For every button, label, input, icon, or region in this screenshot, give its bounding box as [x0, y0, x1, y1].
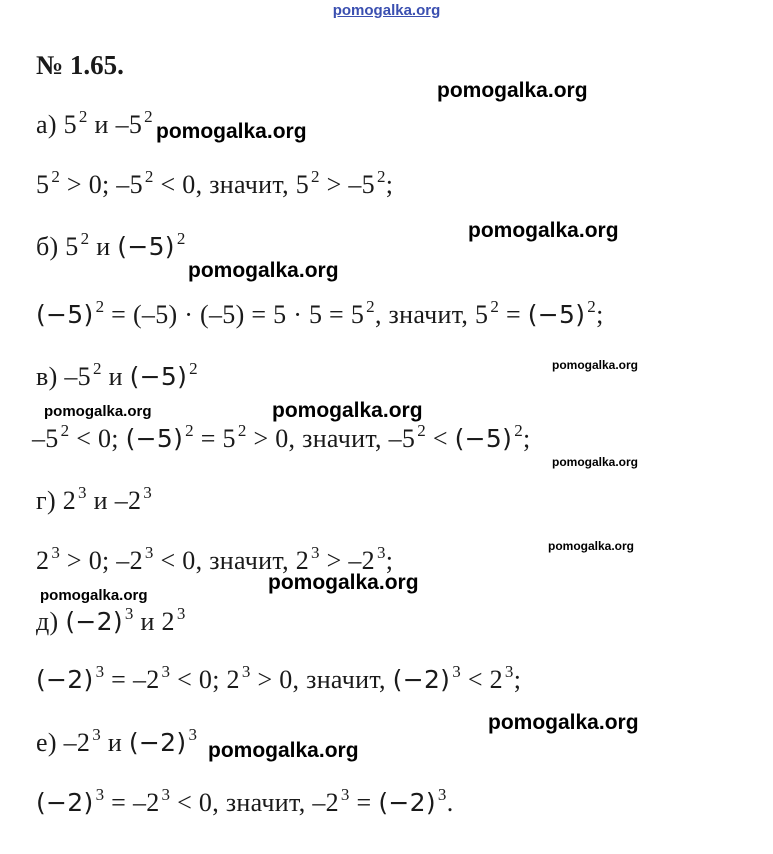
watermark: pomogalka.org [437, 79, 588, 102]
item-g-solution: 2 $^3$ > 0; –2 $^3$ < 0, значит, 2 $^3$ > –2 $^3$; [36, 543, 394, 575]
item-v-statement: в) –5 $^2$ и (−5) $^2$ [36, 359, 198, 391]
item-a-solution: 5 $^2$ > 0; –5 $^2$ < 0, значит, 5 $^2$ > –5 $^2$; [36, 167, 394, 199]
watermark: pomogalka.org [468, 219, 619, 242]
word-so: значит, [302, 424, 382, 453]
header-watermark-link[interactable]: pomogalka.org [332, 2, 441, 19]
watermark: pomogalka.org [268, 571, 419, 594]
word-and: и [94, 110, 109, 139]
item-v-solution: –5 $^2$ < 0; (−5) $^2$ = 5 $^2$ > 0, значит, –5 $^2$ < (−5) $^2$; [32, 421, 531, 453]
item-g-label: г) [36, 486, 56, 515]
watermark: pomogalka.org [40, 587, 148, 604]
watermark: pomogalka.org [272, 399, 423, 422]
watermark: pomogalka.org [156, 120, 307, 143]
watermark: pomogalka.org [208, 739, 359, 762]
watermark: pomogalka.org [548, 539, 635, 553]
word-so: значит, [209, 170, 289, 199]
item-g-statement: г) 2 $^3$ и –2 $^3$ [36, 483, 153, 515]
word-so: значит, [209, 546, 289, 575]
item-e-label: е) [36, 728, 57, 757]
word-and: и [93, 486, 108, 515]
problem-number: № 1.65. [36, 50, 124, 80]
word-and: и [140, 607, 155, 636]
watermark: pomogalka.org [488, 711, 639, 734]
item-b-statement: б) 5 $^2$ и (−5) $^2$ [36, 229, 186, 261]
word-so: значит, [388, 300, 469, 329]
watermark: pomogalka.org [188, 259, 339, 282]
item-e-solution: (−2) $^3$ = –2 $^3$ < 0, значит, –2 $^3$ = (−2) $^3$. [36, 785, 454, 817]
word-so: значит, [225, 788, 306, 817]
item-b-label: б) [36, 232, 59, 261]
item-e-statement: е) –2 $^3$ и (−2) $^3$ [36, 725, 198, 757]
watermark: pomogalka.org [44, 403, 152, 420]
item-d-solution: (−2) $^3$ = –2 $^3$ < 0; 2 $^3$ > 0, значит, (−2) $^3$ < 2 $^3$; [36, 662, 522, 694]
item-d-statement: д) (−2) $^3$ и 2 $^3$ [36, 604, 186, 636]
item-a-statement: а) 5 $^2$ и –5 $^2$ [36, 107, 153, 139]
watermark: pomogalka.org [552, 358, 639, 372]
item-d-label: д) [36, 607, 59, 636]
item-a-label: а) [36, 110, 57, 139]
watermark: pomogalka.org [552, 455, 639, 469]
item-b-solution: (−5) $^2$ = (–5) · (–5) = 5 · 5 = 5 $^2$, значит, 5 $^2$ = (−5) $^2$; [36, 297, 604, 329]
word-and: и [107, 728, 123, 757]
item-v-label: в) [36, 362, 58, 391]
word-so: значит, [306, 665, 386, 694]
word-and: и [96, 232, 111, 261]
word-and: и [108, 362, 123, 391]
